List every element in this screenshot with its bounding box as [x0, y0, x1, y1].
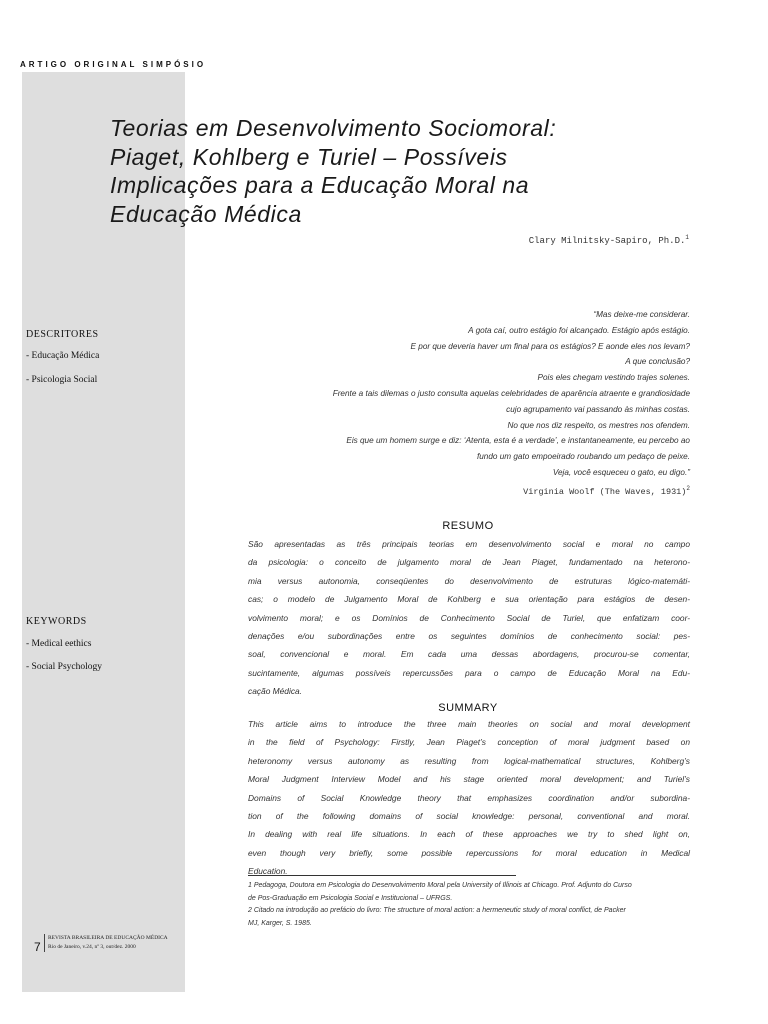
summary-line: In dealing with real life situations. In each of these approaches we try to shed light on, [248, 829, 690, 840]
descritor-item: - Psicologia Social [26, 375, 98, 385]
title-line: Teorias em Desenvolvimento Sociomoral: [110, 115, 557, 141]
epigraph-attribution [220, 481, 690, 497]
summary-line: even though very briefly, some possible repercussions for moral education in Medical [248, 847, 690, 858]
section-label: ARTIGO ORIGINAL SIMPÓSIO [20, 60, 207, 69]
resumo-heading: RESUMO [442, 520, 494, 532]
footnote-line: 1 Pedagoga, Doutora em Psicologia do Desenvolvimento Moral pela University of Illinois at Chicago. Prof. Adjunto do Curso [248, 882, 632, 889]
footnotes [248, 880, 694, 930]
summary-line: in the field of Psychology: Firstly, Jean Piaget’s conception of moral judgment based on [248, 737, 690, 748]
resumo-line: cação Médica. [248, 686, 302, 697]
epigraph [220, 307, 690, 497]
author-note: 1 [685, 234, 689, 241]
summary-line: heteronomy versus autonomy as resulting from logical-mathematical structures, Kohlberg’s [248, 755, 690, 766]
footnote-line: MJ, Karger, S. 1985. [248, 919, 312, 927]
title-line: Educação Médica [110, 200, 302, 227]
summary-line: Domains of Social Knowledge theory that emphasizes coordination and/or subordina- [248, 792, 690, 803]
keyword-item: - Medical eethics [26, 639, 92, 649]
journal-details: Rio de Janeiro, v.24, nº 3, out/dez. 2000 [48, 944, 136, 950]
resumo-line: denações e/ou subordinações entre os seguintes domínios de conhecimento social: pes- [248, 630, 690, 641]
author-line [529, 234, 689, 246]
keyword-item: - Social Psychology [26, 662, 102, 672]
summary-line: Moral Judgment Interview Model and his stage oriented moral development; and Turiel’s [248, 774, 690, 785]
page-number: 7 [34, 940, 41, 954]
keywords-heading: KEYWORDS [26, 616, 87, 627]
descritores-heading: DESCRITORES [26, 329, 99, 340]
epigraph-line: Pois eles chegam vestindo trajes solenes. [537, 373, 690, 383]
epigraph-line: A gota caí, outro estágio foi alcançado. Estágio após estágio. [468, 325, 690, 335]
epigraph-line: cujo agrupamento vai passando às minhas costas. [506, 404, 690, 414]
footnote-divider [248, 875, 516, 876]
journal-info [44, 934, 176, 952]
resumo-paragraph [248, 535, 690, 701]
descritor-item: - Educação Médica [26, 351, 100, 361]
resumo-line: São apresentadas as três principais teorias em desenvolvimento social e moral no campo [248, 539, 690, 549]
footnote-line: 2 Citado na introdução ao prefácio do livro: The structure of moral action: a hermeneutic study of moral conflict, de Packer [248, 907, 626, 915]
summary-line: tion of the following domains of social knowledge: personal, conventional and moral. [248, 810, 690, 821]
epigraph-line: “Mas deixe-me considerar. [593, 310, 690, 319]
resumo-line: cas; o modelo de Julgamento Moral de Kohlberg e sua orientação para estágios de desen- [248, 594, 690, 605]
journal-name: REVISTA BRASILEIRA DE EDUCAÇÃO MÉDICA [48, 935, 168, 941]
article-title [110, 114, 710, 228]
summary-line: Education. [248, 866, 288, 877]
resumo-line: da psicologia: o conceito de julgamento moral de Jean Piaget, fundamentado na heterono- [248, 557, 690, 568]
title-line: Implicações para a Educação Moral na [110, 172, 530, 198]
epigraph-line: No que nos diz respeito, os mestres nos ofendem. [507, 420, 690, 430]
title-line: Piaget, Kohlberg e Turiel – Possíveis [110, 143, 508, 170]
resumo-line: sucintamente, algumas possíveis repercussões para o campo de Educação Moral na Edu- [248, 667, 690, 678]
epigraph-line: Frente a tais dilemas o justo consulta aquelas celebridades de aparência atraente e grandiosidade [332, 388, 690, 398]
footnote-line: de Pos-Graduação em Psicologia Social e Institucional – UFRGS. [248, 894, 453, 902]
epigraph-line: fundo um gato empoeirado roubando um pedaço de peixe. [476, 452, 690, 462]
attribution-text: Virginia Woolf (The Waves, 1931) [523, 486, 687, 497]
resumo-line: volvimento moral; e os Domínios de Conhecimento Social de Turiel, que enfatizam coor- [248, 612, 690, 623]
epigraph-line: Eis que um homem surge e diz: ‘Atenta, esta é a verdade’, e instantaneamente, eu percebo ao [346, 436, 690, 446]
attribution-note: 2 [686, 484, 690, 492]
resumo-line: soal, convencional e moral. Em cada uma dessas abordagens, procurou-se comentar, [248, 649, 690, 660]
summary-heading: SUMMARY [438, 702, 498, 714]
resumo-line: mia versus autonomia, conseqüentes do desenvolvimento de estruturas lógico-matemáti- [248, 575, 690, 586]
author-name: Clary Milnitsky-Sapiro, Ph.D. [528, 236, 686, 246]
summary-paragraph [248, 715, 690, 881]
epigraph-line: A que conclusão? [625, 357, 690, 367]
epigraph-line: E por que deveria haver um final para os estágios? E aonde eles nos levam? [410, 341, 690, 351]
summary-line: This article aims to introduce the three main theories on social and moral development [248, 719, 690, 729]
epigraph-line: Veja, você esqueceu o gato, eu digo.” [552, 467, 690, 477]
